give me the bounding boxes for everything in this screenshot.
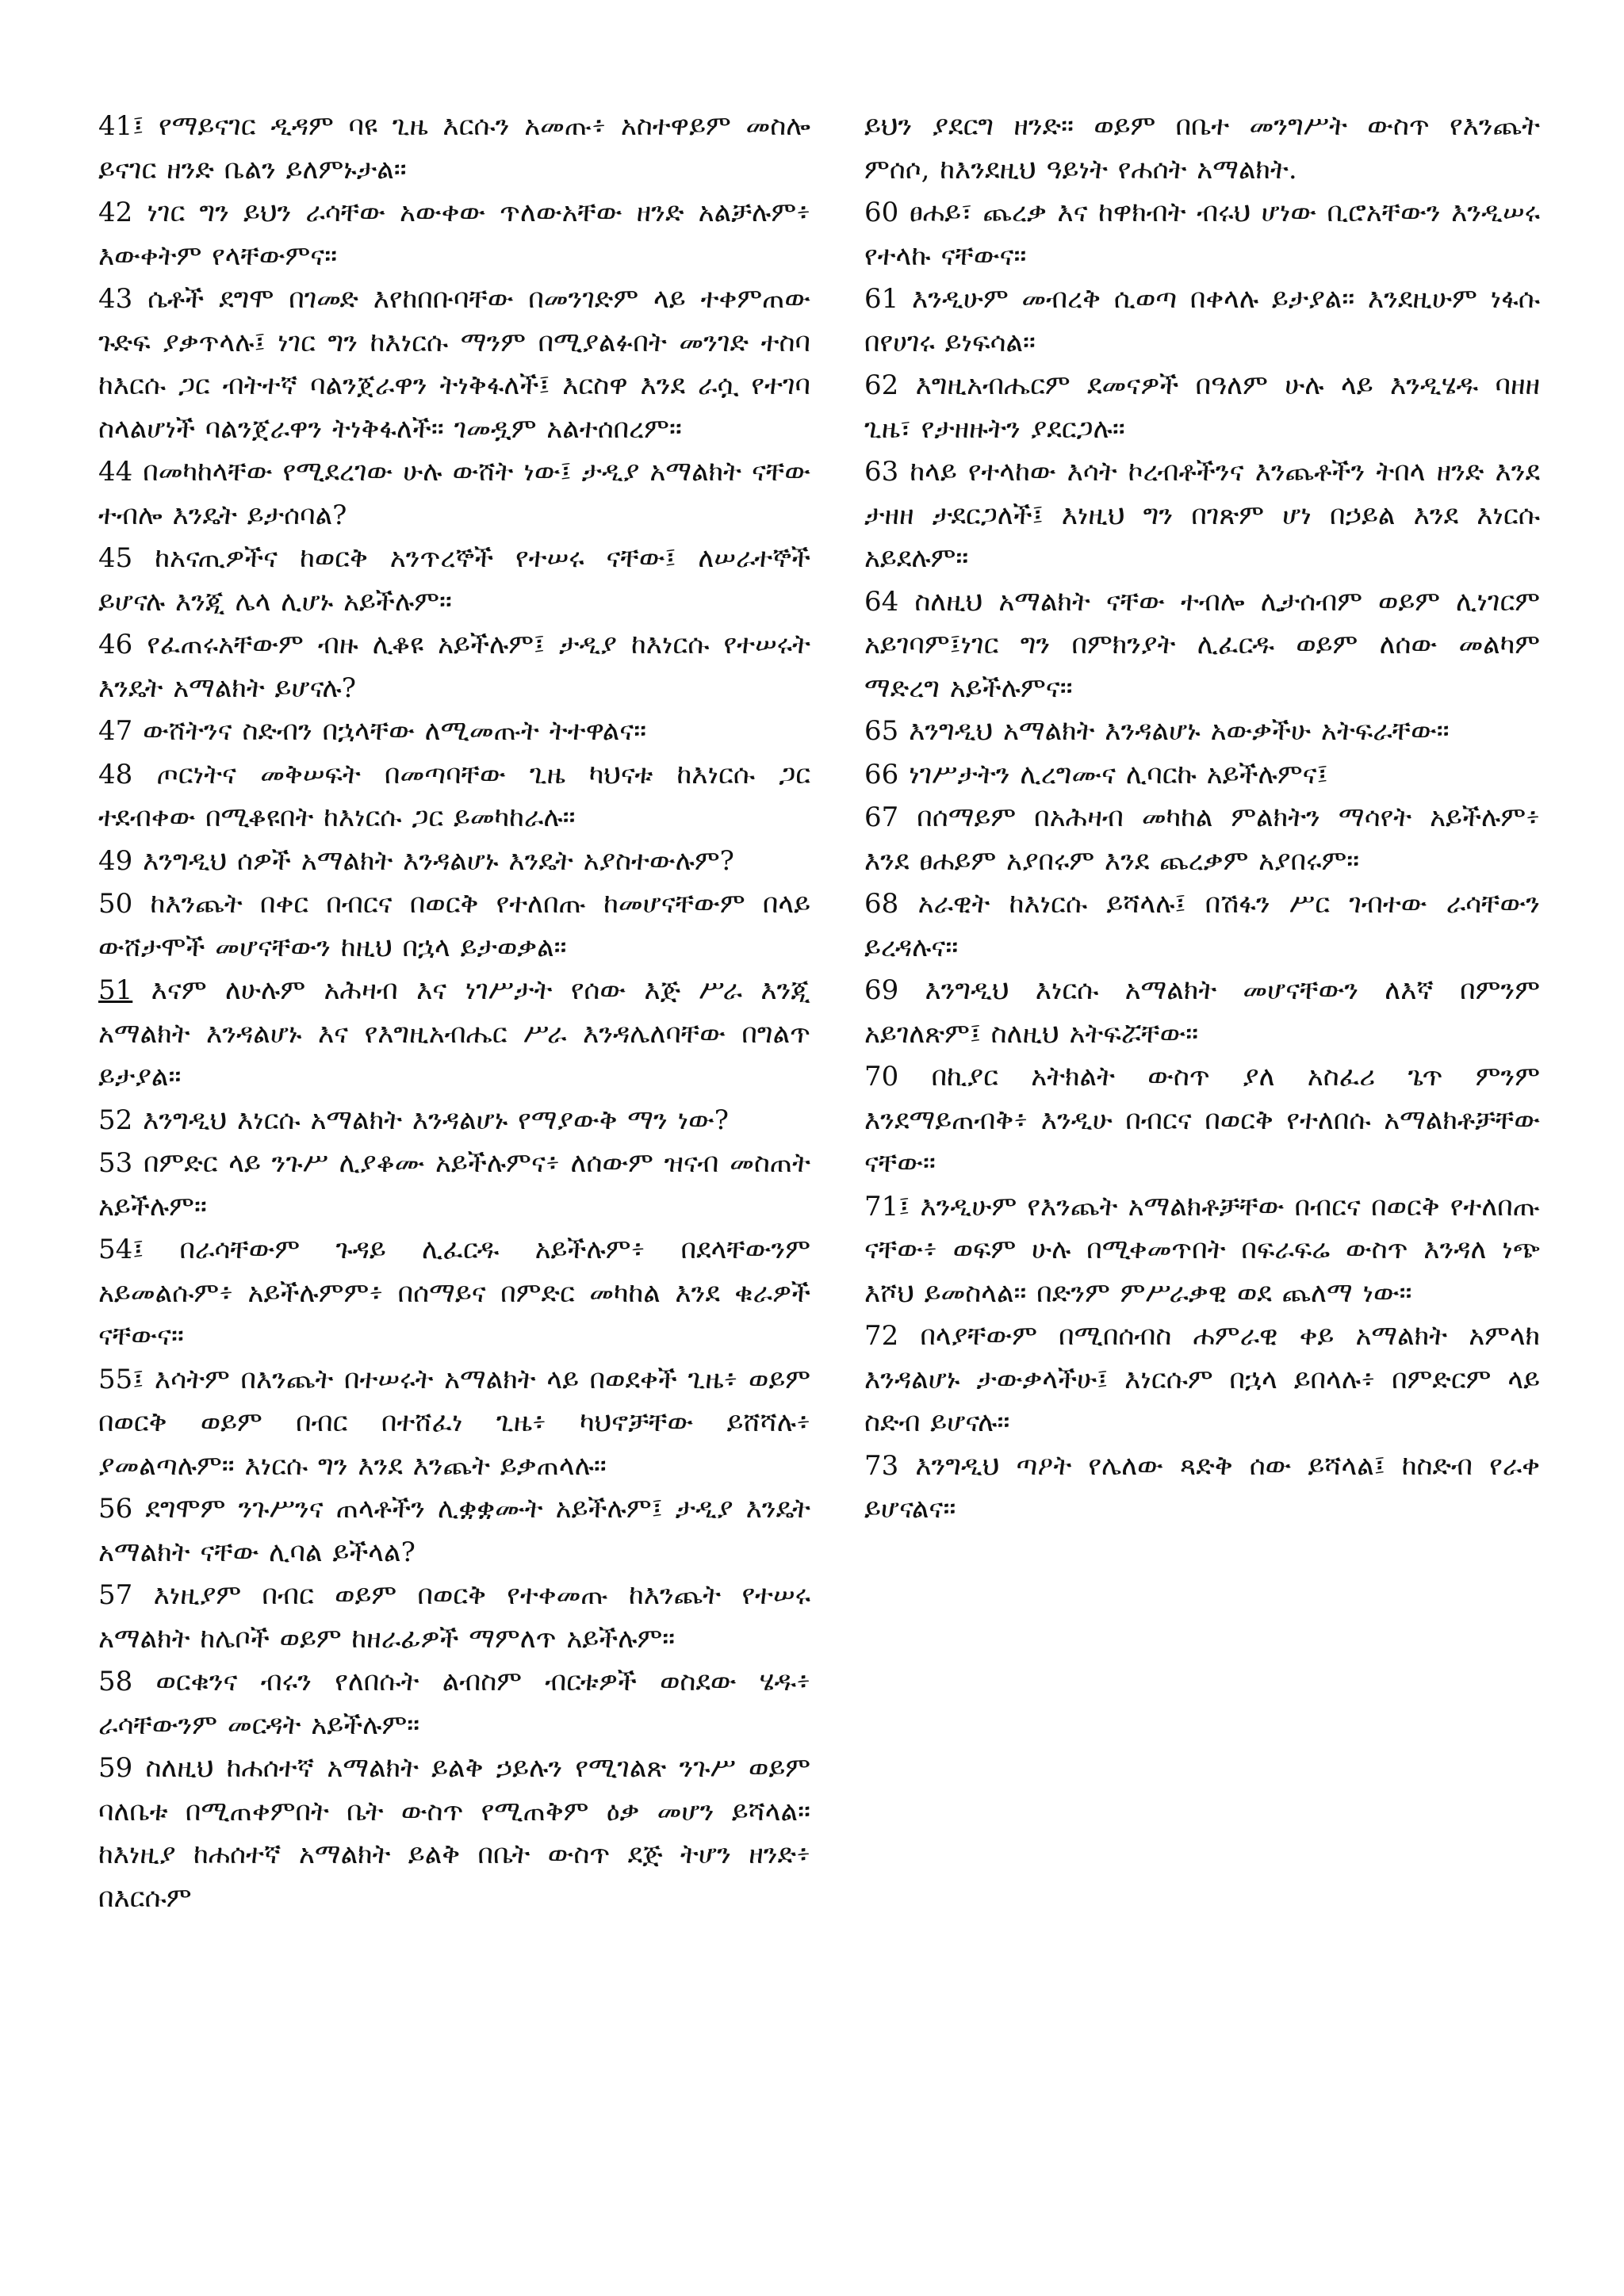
verse-text: በራሳቸውም ጉዳይ ሊፈርዱ አይችሉም፥ በደላቸውንም አይመልሱም፥ አይችሉምም፥ በሰማይና በምድር መካከል እንደ ቁራዎች ናቸውና። xyxy=(98,1234,810,1352)
verse-text: ውሸትንና ስድብን በኋላቸው ለሚመጡት ትተዋልና። xyxy=(143,715,647,747)
verse-text: የፈጠሩአቸውም ብዙ ሊቆዩ አይችሉም፤ ታዲያ ከእነርሱ የተሠሩት እንዴት አማልክት ይሆናሉ? xyxy=(98,629,811,704)
verse xyxy=(98,1747,810,1919)
verse-number: 73 xyxy=(864,1449,899,1482)
verse-text: እነዚያም በብር ወይም በወርቅ የተቀመጡ ከእንጨት የተሠሩ አማልክት ከሌቦች ወይም ከዘራፊዎች ማምለጥ አይችሉም። xyxy=(98,1579,810,1655)
verse-text: በኪያር አትክልት ውስጥ ያለ አስፈሪ ጌጥ ምንም እንደማይጠብቅ፥ እንዲሁ በብርና በወርቅ የተለበሱ አማልክቶቻቸው ናቸው። xyxy=(864,1061,1540,1179)
verse-number: 58 xyxy=(98,1666,133,1697)
verse xyxy=(98,537,810,623)
verse xyxy=(98,623,810,710)
verse-number: 54፤ xyxy=(98,1234,144,1265)
verse-number: 52 xyxy=(98,1104,133,1136)
verse xyxy=(98,710,810,753)
verse-text: ከአናጢዎችና ከወርቅ አንጥረኞች የተሠሩ ናቸው፤ ለሠራተኞች ይሆናሉ እንጂ ሌላ ሊሆኑ አይችሉም። xyxy=(98,542,810,618)
verse-text: ፀሐይ፣ ጨረቃ እና ከዋክብት ብሩህ ሆነው ቢሮአቸውን እንዲሠሩ የተላኩ ናቸውና። xyxy=(864,197,1540,272)
verse-number: 65 xyxy=(864,715,899,747)
verse-number: 47 xyxy=(98,715,133,747)
verse-text: እሳትም በእንጨት በተሠሩት አማልክት ላይ በወደቀች ጊዜ፥ ወይም በወርቅ ወይም በብር በተሸፈነ ጊዜ፥ ካህኖቻቸው ይሸሻሉ፥ ያመልጣሉም። እነርሱ ግን እንደ እንጨት ይቃጠላሉ። xyxy=(98,1363,810,1482)
verse-text: እንግዲህ ሰዎች አማልክት እንዳልሆኑ እንዴት አያስተውሉም? xyxy=(143,844,734,877)
verse-text: በመካከላቸው የሚደረገው ሁሉ ውሸት ነው፤ ታዲያ አማልክት ናቸው ተብሎ እንዴት ይታሰባል? xyxy=(98,456,810,531)
verse xyxy=(98,1358,810,1488)
text-column-left xyxy=(98,105,810,1919)
verse xyxy=(864,191,1540,277)
verse xyxy=(864,1185,1540,1315)
verse-text: ነገር ግን ይህን ራሳቸው አውቀው ጥለውአቸው ዘንድ አልቻሉም፥ እውቀትም የላቸውምና። xyxy=(98,197,811,272)
verse-text: እግዚአብሔርም ደመናዎች በዓለም ሁሉ ላይ እንዲሄዱ ባዘዘ ጊዜ፣ የታዘዙትን ያደርጋሉ። xyxy=(864,369,1540,445)
verse-text: እንግዲህ አማልክት እንዳልሆኑ አውቃችሁ አትፍራቸው። xyxy=(909,715,1450,747)
verse-text: አራዊት ከእነርሱ ይሻላሉ፤ በሽፋን ሥር ገብተው ራሳቸውን ይረዳሉና። xyxy=(864,888,1540,963)
verse xyxy=(864,796,1540,882)
verse-text: ጦርነትና መቅሠፍት በመጣባቸው ጊዜ ካህናቱ ከእነርሱ ጋር ተደብቀው በሚቆዩበት ከእነርሱ ጋር ይመካከራሉ። xyxy=(98,758,810,833)
verse xyxy=(98,1142,810,1228)
verse-text: እንግዲህ ጣዖት የሌለው ጻድቅ ሰው ይሻላል፤ ከስድብ የራቀ ይሆናልና። xyxy=(864,1449,1540,1525)
verse-number: 53 xyxy=(98,1147,133,1179)
verse-text: ከእንጨት በቀር በብርና በወርቅ የተለበጡ ከመሆናቸውም በላይ ውሸታሞች መሆናቸውን ከዚህ በኋላ ይታወቃል። xyxy=(98,888,810,963)
verse[interactable] xyxy=(98,969,810,1099)
verse-text: ስለዚህ አማልክት ናቸው ተብሎ ሊታሰብም ወይም ሊነገርም አይገባም፤ነገር ግን በምክንያት ሊፈርዱ ወይም ለሰው መልካም ማድረግ አይችሉምና። xyxy=(864,585,1540,704)
verse xyxy=(98,191,810,277)
verse xyxy=(864,364,1540,450)
verse xyxy=(864,710,1540,753)
verse-number: 45 xyxy=(98,542,133,574)
verse xyxy=(864,1445,1540,1531)
verse xyxy=(98,277,810,450)
verse-number: 42 xyxy=(98,197,133,228)
verse-text: የማይናገር ዲዳም ባዩ ጊዜ እርሱን አመጡ፥ አስተዋይም መስሎ ይናገር ዘንድ ቤልን ይለምኑታል። xyxy=(98,110,811,186)
verse xyxy=(98,105,810,191)
verse-text: በላያቸውም በሚበሰብስ ሐምራዊ ቀይ አማልክት አምላክ እንዳልሆኑ ታውቃላችሁ፤ እነርሱም በኋላ ይበላሉ፥ በምድርም ላይ ስድብ ይሆናሉ። xyxy=(864,1320,1541,1438)
verse-text: ነገሥታትን ሊረግሙና ሊባርኩ አይችሉምና፤ xyxy=(909,758,1328,790)
verse xyxy=(864,105,1540,191)
verse-text: ይህን ያደርግ ዘንድ። ወይም በቤተ መንግሥት ውስጥ የእንጨት ምሰሶ, ከእንደዚህ ዓይነት የሐሰት አማልክት. xyxy=(864,110,1540,186)
verse-text: በምድር ላይ ንጉሥ ሊያቆሙ አይችሉምና፥ ለሰውም ዝናብ መስጠት አይችሉም። xyxy=(98,1147,810,1223)
verse-number: 49 xyxy=(98,844,133,877)
verse-number: 62 xyxy=(864,369,899,401)
text-column-right xyxy=(864,105,1540,1531)
verse-number: 56 xyxy=(98,1493,133,1525)
verse xyxy=(864,1055,1540,1185)
verse xyxy=(98,1099,810,1142)
verse-number-link[interactable]: 51 xyxy=(98,974,133,1006)
verse xyxy=(98,1487,810,1574)
verse-text: ሴቶች ደግሞ በገመድ እየከበቡባቸው በመንገድም ላይ ተቀምጠው ጉድፍ ያቃጥላሉ፤ ነገር ግን ከእነርሱ ማንም በሚያልፉበት መንገድ ተስባ ከእርሱ ጋር ብትተኛ ባልንጀራዋን ትነቅፋለች፤ እርስዋ እንደ ራሷ የተገባ ስላልሆነች ባልንጀራዋን ትነቅፋለች። ገመዷም አልተሰበረም። xyxy=(98,283,810,445)
verse xyxy=(864,969,1540,1055)
verse-number: 63 xyxy=(864,456,899,488)
verse-number: 67 xyxy=(864,802,899,833)
verse xyxy=(864,580,1540,710)
verse-number: 68 xyxy=(864,888,899,920)
verse xyxy=(98,753,810,840)
verse-number: 46 xyxy=(98,629,133,660)
verse-number: 41፤ xyxy=(98,110,144,142)
verse-number: 55፤ xyxy=(98,1363,144,1395)
verse xyxy=(98,882,810,969)
verse-number: 72 xyxy=(864,1320,899,1352)
verse-number: 69 xyxy=(864,974,899,1006)
verse-text: ስለዚህ ከሐሰተኛ አማልክት ይልቅ ኃይሉን የሚገልጽ ንጉሥ ወይም ባለቤቱ በሚጠቀምበት ቤት ውስጥ የሚጠቅም ዕቃ መሆን ይሻላል። ከእነዚያ ከሐሰተኛ አማልክት ይልቅ በቤት ውስጥ ደጅ ትሆን ዘንድ፥ በእርሱም xyxy=(98,1752,810,1914)
verse xyxy=(98,1574,810,1660)
verse-text: እንግዲህ እነርሱ አማልክት መሆናቸውን ለእኛ በምንም አይገለጽም፤ ስለዚህ አትፍሯቸው። xyxy=(864,974,1540,1050)
verse-text: በሰማይም በአሕዛብ መካከል ምልክትን ማሳየት አይችሉም፥ እንደ ፀሐይም አያበሩም እንደ ጨረቃም አያበሩም። xyxy=(864,802,1540,877)
verse-number: 50 xyxy=(98,888,133,920)
verse-number: 66 xyxy=(864,758,899,790)
verse-number: 44 xyxy=(98,456,133,488)
verse xyxy=(864,753,1540,797)
verse-number: 43 xyxy=(98,283,133,315)
verse-number: 48 xyxy=(98,758,133,790)
verse xyxy=(98,1660,810,1747)
verse-text: እንዲሁም መብረቅ ሲወጣ በቀላሉ ይታያል። እንደዚሁም ነፋሱ በየሀገሩ ይነፍሳል። xyxy=(864,283,1541,358)
verse-text: እናም ለሁሉም አሕዛብ እና ነገሥታት የሰው እጅ ሥራ እንጂ አማልክት እንዳልሆኑ እና የእግዚአብሔር ሥራ እንዳሌለባቸው በግልጥ ይታያል። xyxy=(98,974,810,1093)
verse-number: 64 xyxy=(864,585,899,618)
verse-number: 61 xyxy=(864,283,899,315)
verse xyxy=(864,450,1540,580)
verse-text: እንዲሁም የእንጨት አማልክቶቻቸው በብርና በወርቅ የተለበጡ ናቸው፥ ወፍም ሁሉ በሚቀመጥበት በፍራፍሬ ውስጥ እንዳለ ነጭ እሾህ ይመስላል። በድንም ምሥራቃዊ ወደ ጨለማ ነው። xyxy=(864,1190,1541,1309)
verse xyxy=(864,277,1540,364)
verse-text: ከላይ የተላከው እሳት ኮረብቶችንና እንጨቶችን ትበላ ዘንድ እንደ ታዘዘ ታደርጋለች፤ እነዚህ ግን በገጽም ሆነ በኃይል እንደ እነርሱ አይደሉም። xyxy=(864,456,1541,574)
verse xyxy=(98,840,810,883)
verse-number: 71፤ xyxy=(864,1190,910,1223)
verse xyxy=(98,450,810,537)
verse xyxy=(864,882,1540,969)
verse-text: ደግሞም ንጉሥንና ጠላቶችን ሊቋቋሙት አይችሉም፤ ታዲያ እንዴት አማልክት ናቸው ሊባል ይችላል? xyxy=(98,1493,810,1568)
verse xyxy=(98,1228,810,1358)
verse-text: ወርቁንና ብሩን የለበሱት ልብስም ብርቱዎች ወስደው ሄዱ፥ ራሳቸውንም መርዳት አይችሉም። xyxy=(98,1666,811,1741)
verse-text: እንግዲህ እነርሱ አማልክት እንዳልሆኑ የማያውቅ ማን ነው? xyxy=(143,1104,730,1136)
verse xyxy=(864,1314,1540,1445)
verse-number: 57 xyxy=(98,1579,133,1611)
verse-number: 59 xyxy=(98,1752,133,1784)
verse-number: 60 xyxy=(864,197,899,228)
verse-number: 70 xyxy=(864,1061,899,1093)
